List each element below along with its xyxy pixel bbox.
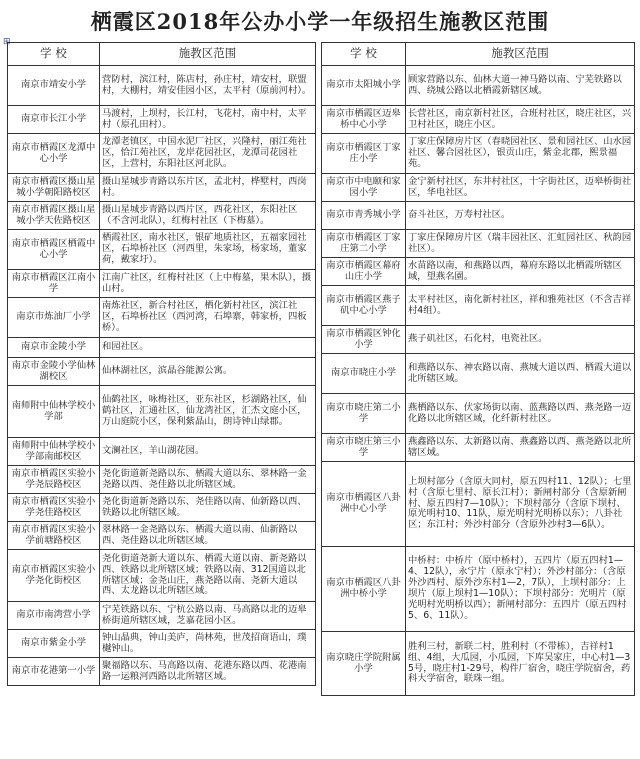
school-header: 学 校 (8, 43, 100, 66)
enrollment-area: 南炼社区，新合村社区，栖化新村社区，滨江社区，石埠桥社区（西河湾，石埠寨，韩家桥，四板桥）。 (100, 298, 316, 338)
enrollment-area: 长营社区，南京新村社区，合班村社区，晓庄社区，兴卫村社区，晓庄小区。 (406, 106, 635, 134)
school-name: 南京市晓庄第三小学 (322, 434, 406, 462)
table-row (8, 358, 316, 386)
school-name: 南京市晓庄小学 (322, 354, 406, 394)
enrollment-area: 摄山星城步青路以东片区，孟北村，桦墅村，西岗村。 (100, 174, 316, 202)
table-row (8, 494, 316, 522)
school-name: 南师附中仙林学校小学部 (8, 386, 100, 438)
school-name: 南京市栖霞区钟化小学 (322, 326, 406, 354)
enrollment-area: 燕子矶社区，石化村，电瓷社区。 (406, 326, 635, 354)
enrollment-area: 上坝村部分（含原大同村，原五四村11、12队）；七里村（含原七里村、原长江村）；新闸村部分（含原新闸村、原五四村7—10队）；下坝村部分（含原下坝村、原光明村10、11队，原光明村光明桥以东）；八卦社区；东江村；外沙村部分（含原外沙村3—6队）。 (406, 462, 635, 547)
enrollment-area: 金宁新村社区，东井村社区，十字街社区，迈皋桥街社区，华电社区。 (406, 174, 635, 202)
enrollment-area: 聚福路以东、马高路以南、花港东路以西、花港南路一运粮河西路以北所辖区域。 (100, 658, 316, 686)
table-row (322, 174, 635, 202)
table-row (322, 354, 635, 394)
school-name: 南京市栖霞区摄山星城小学朝阳路校区 (8, 174, 100, 202)
enrollment-area: 尧化街道尧新大道以东、栖霞大道以南、新尧路以西、铁路以北所辖区域；铁路以南、312国道以北所辖区域；金尧山庄，燕尧路以南、尧新大道以西、太龙路以北所辖区域。 (100, 550, 316, 602)
enrollment-area: 摄山星城步青路以西片区，西花社区，东阳社区（不含河北队），红梅村社区（下梅墓）。 (100, 202, 316, 230)
enrollment-area: 中桥村：中桥片（原中桥村），五四片（原五四村1—4、12队），永宁片（原永宁村）；外沙村部分：（含原外沙西村、原外沙东村1—2，7队），上坝村部分：上坝片（原上坝村1—10队）；下坝村部分：光明片（原光明村光明桥以西）；新闸村部分：五四片（原五四村5、6、11队）。 (406, 547, 635, 632)
table-row (322, 286, 635, 326)
table-row (8, 298, 316, 338)
table-row (8, 630, 316, 658)
school-name: 南京晓庄学院附属小学 (322, 632, 406, 696)
enrollment-area: 文澜社区，羊山湖花园。 (100, 438, 316, 466)
right-header-row (322, 43, 635, 66)
left-header-row (8, 43, 316, 66)
school-name: 南京市靖安小学 (8, 66, 100, 106)
enrollment-area: 燕栖路以东、伏家场街以南、蓝燕路以西、燕尧路一迈化路以北所辖区域，化纤新村社区。 (406, 394, 635, 434)
school-name: 南京市栖霞区实验小学尧辰路校区 (8, 466, 100, 494)
table-row (322, 547, 635, 632)
table-row (322, 106, 635, 134)
table-row (8, 106, 316, 134)
school-name: 南京市栖霞区幕府山庄小学 (322, 258, 406, 286)
area-header: 施教区范围 (406, 43, 635, 66)
school-name: 南京市栖霞区八卦洲中心小学 (322, 462, 406, 547)
school-name: 南京市栖霞区丁家庄小学 (322, 134, 406, 174)
table-row (8, 466, 316, 494)
enrollment-area: 仙鹤社区，咏梅社区，亚东社区，杉湖路社区，仙鹤社区，汇通社区，仙龙湾社区，汇杰文庭小区，万山庭院小区，保利紫晶山，朗诗钟山绿郡。 (100, 386, 316, 438)
area-header: 施教区范围 (100, 43, 316, 66)
enrollment-area: 丁家庄保障房片区（春晓园社区、景和园社区、山水园社区、馨合园社区），银贡山庄，紫金北郡，熙景福苑。 (406, 134, 635, 174)
school-name: 南京市栖霞区江南小学 (8, 270, 100, 298)
school-name: 南京市栖霞区实验小学前塘路校区 (8, 522, 100, 550)
table-row (8, 386, 316, 438)
school-header: 学 校 (322, 43, 406, 66)
table-row (8, 658, 316, 686)
enrollment-area: 太平村社区，南化新村社区，祥和雅苑社区（不含吉祥村4组）。 (406, 286, 635, 326)
school-name: 南京市栖霞区实验小学尧化街校区 (8, 550, 100, 602)
school-name: 南京市栖霞区燕子矶中心小学 (322, 286, 406, 326)
page-title: 栖霞区2018年公办小学一年级招生施教区范围 (90, 9, 550, 34)
school-name: 南京市金陵小学 (8, 338, 100, 358)
enrollment-area: 宁芜铁路以东、宁杭公路以南、马高路以北的迈皋桥街道所辖区域，芝嘉花园小区。 (100, 602, 316, 630)
enrollment-area: 仙林湖社区，滨晶谷能源公寓。 (100, 358, 316, 386)
table-row (322, 632, 635, 696)
school-name: 南京市中电颐和家园小学 (322, 174, 406, 202)
table-row (8, 438, 316, 466)
table-row (322, 66, 635, 106)
enrollment-area: 奋斗社区，万寿村社区。 (406, 202, 635, 230)
school-name: 南京市栖霞区实验小学尧佳路校区 (8, 494, 100, 522)
enrollment-area: 钟山晶典，钟山美庐，尚林苑，世茂招商语山，璞樾钟山。 (100, 630, 316, 658)
table-row (8, 134, 316, 174)
table-row (8, 174, 316, 202)
table-row (8, 602, 316, 630)
enrollment-area: 尧化街道新尧路以东、栖霞大道以东、翠林路一金尧路以西、尧佳路以北所辖区域。 (100, 466, 316, 494)
school-name: 南京市栖霞区摄山星城小学天佐路校区 (8, 202, 100, 230)
right-table (321, 42, 635, 696)
enrollment-area: 栖霞社区，南水社区，银矿地质社区，五福家园社区，石埠桥社区（河西里，朱家场，杨家场，董家荷，戴家圩）。 (100, 230, 316, 270)
school-name: 南京市南湾营小学 (8, 602, 100, 630)
table-row (8, 522, 316, 550)
table-row (8, 202, 316, 230)
school-name: 南京市紫金小学 (8, 630, 100, 658)
enrollment-area: 水苗路以南，和燕路以西，幕府东路以北栖霞所辖区域，望燕名園。 (406, 258, 635, 286)
table-row (322, 134, 635, 174)
enrollment-area: 燕鑫路以东、太新路以南、燕鑫路以西、燕尧路以北所辖区域。 (406, 434, 635, 462)
school-name: 南京市晓庄第二小学 (322, 394, 406, 434)
table-row (322, 258, 635, 286)
table-row (322, 434, 635, 462)
table-move-handle-icon[interactable]: ⊞ (3, 37, 11, 47)
enrollment-area: 和园社区。 (100, 338, 316, 358)
enrollment-area: 丁家庄保障房片区（瑞丰园社区、汇虹园社区、秋韵园社区）。 (406, 230, 635, 258)
table-row (8, 230, 316, 270)
school-name: 南京市栖霞区龙潭中心小学 (8, 134, 100, 174)
enrollment-area: 营防村，滨江村，陈店村，孙庄村，靖安村，联盟村，大棚村，靖安佳园小区，太平村（原前河村）。 (100, 66, 316, 106)
school-name: 南京市花港第一小学 (8, 658, 100, 686)
school-name: 南京市金陵小学仙林湖校区 (8, 358, 100, 386)
school-name: 南京市青秀城小学 (322, 202, 406, 230)
school-name: 南京市太阳城小学 (322, 66, 406, 106)
enrollment-area: 龙潭老镇区，中国水泥厂社区，兴隆村，丽江苑社区，恰江苑社区，龙岸花园社区，龙潭司花园社区，上营村，东阳社区河北队。 (100, 134, 316, 174)
school-name: 南京市炼油厂小学 (8, 298, 100, 338)
school-name: 南京市栖霞区栖霞中心小学 (8, 230, 100, 270)
enrollment-area: 翠林路一金尧路以东、栖霞大道以南、仙新路以西、尧佳路以北所辖区域。 (100, 522, 316, 550)
table-row (322, 230, 635, 258)
left-table (7, 42, 316, 686)
enrollment-area: 和燕路以东、神农路以南、燕城大道以西、栖霞大道以北所辖区域。 (406, 354, 635, 394)
enrollment-area: 江南广社区，红梅村社区（上中梅墓，果木队），摄山村。 (100, 270, 316, 298)
table-row (322, 202, 635, 230)
table-row (322, 462, 635, 547)
school-name: 南师附中仙林学校小学部南邮校区 (8, 438, 100, 466)
school-name: 南京市栖霞区迈皋桥中心小学 (322, 106, 406, 134)
enrollment-area: 尧化街道新尧路以东、尧佳路以南、仙新路以西、铁路以北所辖区域。 (100, 494, 316, 522)
table-row (8, 66, 316, 106)
enrollment-area: 顾家营路以东、仙林大道一神马路以南、宁芜铁路以西、绕城公路以北栖霞新辖区域。 (406, 66, 635, 106)
table-row (322, 326, 635, 354)
school-name: 南京市栖霞区八卦洲中桥小学 (322, 547, 406, 632)
school-name: 南京市长江小学 (8, 106, 100, 134)
school-name: 南京市栖霞区丁家庄第二小学 (322, 230, 406, 258)
table-row (8, 550, 316, 602)
table-row (8, 338, 316, 358)
table-row (322, 394, 635, 434)
enrollment-area: 马渡村，上坝村，长江村，飞花村，南中村，太平村（原孔田村）。 (100, 106, 316, 134)
table-row (8, 270, 316, 298)
enrollment-area: 胜利三村，新联二村，胜利村（不带栋），吉祥村1组、4组，大瓜园，小瓜园，下库吴家庄，中心村1—35号，晓庄村1-29号，构件厂宿舍，晓庄学院宿舍，药科大学宿舍，联珠一组。 (406, 632, 635, 696)
